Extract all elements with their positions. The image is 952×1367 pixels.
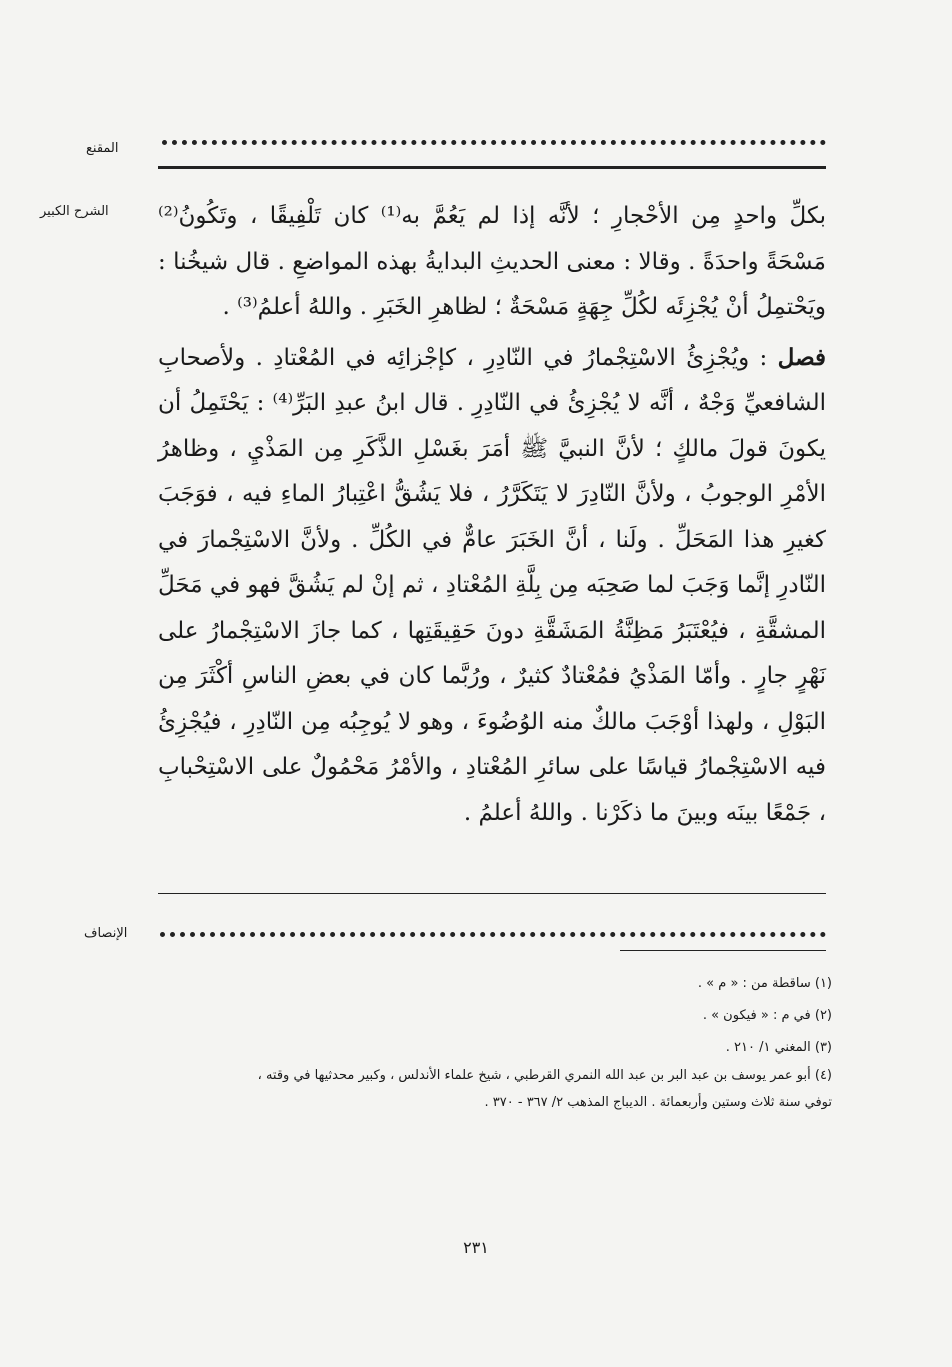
footnote-3: (٣) المغني ١/ ٢١٠ . [725, 1040, 832, 1055]
section-rule-bottom [620, 950, 826, 951]
main-body [158, 194, 826, 836]
header-label-muqni: المقنع [86, 141, 119, 156]
footnote-4: (٤) أبو عمر يوسف بن عبد البر بن عبد الله النمري القرطبي ، شيخ علماء الأندلس ، وكبير محدثيها في وقته ، [257, 1068, 832, 1083]
footnotes [150, 968, 832, 1112]
footnote-2: (٢) في م : « فيكون » . [702, 1008, 832, 1023]
footnote-4-continuation: توفي سنة ثلاث وستين وأربعمائة . الديباج المذهب ٢/ ٣٦٧ - ٣٧٠ . [484, 1095, 832, 1110]
footnote-1: (١) ساقطة من : « م » . [697, 976, 832, 991]
header-rule [158, 166, 826, 169]
side-label-sharh: الشرح الكبير [40, 204, 109, 219]
fasl-text: : ويُجْزِئُ الاسْتِجْمارُ في النّادِرِ ، كإجْزائِه في المُعْتادِ . ولأصحابِ الشافعيِّ وَجْهٌ ، أنَّه لا يُجْزِئُ في النّادِرِ . قال ابنُ عبدِ البَرِّ⁽⁴⁾ : يَحْتَمِلُ أن يكونَ قولَ مالكٍ ؛ لأنَّ النبيَّ ﷺ أمَرَ بغَسْلِ الذَّكَرِ مِن المَذْيِ ، وظاهرُ الأمْرِ الوجوبُ ، ولأنَّ النّادِرَ لا يَتَكَرَّرُ ، فلا يَشُقُّ اعْتِبارُ الماءِ فيه ، فوَجَبَ كغيرِ هذا المَحَلِّ . ولَنا ، أنَّ الخَبَرَ عامٌّ في الكُلِّ . ولأنَّ الاسْتِجْمارَ في النّادرِ إنَّما وَجَبَ لما صَحِبَه مِن بِلَّةِ المُعْتادِ ، ثم إنْ لم يَشُقَّ فهو في مَحَلِّ المشقَّةِ ، فيُعْتَبَرُ مَظِنَّةُ المَشَقَّةِ دونَ حَقِيقَتِها ، كما جازَ الاسْتِجْمارُ على نَهْرٍ جارٍ . وأمّا المَذْيُ فمُعْتادٌ كثيرٌ ، ورُبَّما كان في بعضِ الناسِ أكْثَرَ مِن البَوْلِ ، ولهذا أوْجَبَ مالكٌ منه الوُضُوءَ ، وهو لا يُوجِبُه مِن النّادِرِ ، فيُجْزِئُ فيه الاسْتِجْمارُ قياسًا على سائرِ المُعْتادِ ، والأمْرُ مَحْمُولٌ على الاسْتِحْبابِ ، جَمْعًا بينَه وبينَ ما ذكَرْنا . واللهُ أعلمُ . [158, 344, 827, 826]
insaf-dotted-leader [160, 932, 826, 937]
section-rule-top [158, 893, 826, 894]
body-paragraph-2 [158, 335, 826, 837]
body-paragraph-1: بكلِّ واحدٍ مِن الأحْجارِ ؛ لأنَّه إذا لم يَعُمَّ به⁽¹⁾ كان تَلْفِيقًا ، وتَكُونُ⁽²⁾ مَسْحَةً واحدَةً . وقالا : معنى الحديثِ البدايةُ بهذه المواضعِ . قال شيخُنا : ويَحْتمِلُ أنْ يُجْزِئَه لكُلِّ جِهَةٍ مَسْحَةٌ ؛ لظاهرِ الخَبَرِ . واللهُ أعلمُ⁽³⁾ . [158, 203, 827, 320]
header-dotted-leader [162, 140, 826, 145]
page-number: ٢٣١ [463, 1238, 489, 1257]
fasl-heading: فصل [777, 343, 827, 371]
side-label-insaf: الإنصاف [84, 926, 128, 941]
